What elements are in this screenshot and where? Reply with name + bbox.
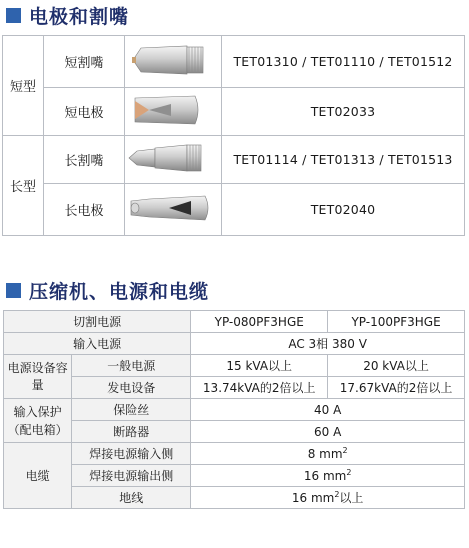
input-power-label: 输入电源 (4, 333, 191, 355)
protection-group-line1: 输入保护 (13, 404, 62, 419)
breaker-label: 断路器 (72, 421, 191, 443)
table-row (4, 311, 465, 333)
protection-group-line2: （配电箱） (7, 422, 68, 437)
table-row (4, 399, 465, 421)
group-long: 长型 (3, 136, 44, 236)
breaker-value: 60 A (191, 421, 465, 443)
ground-size: 16 mm (291, 491, 335, 505)
short-electrode-icon (125, 88, 222, 136)
generator-model-2: 17.67kVA的2倍以上 (328, 377, 465, 399)
section-title-compressor-power-cable (6, 277, 209, 304)
fuse-label: 保险丝 (72, 399, 191, 421)
section-title-electrodes-nozzles (6, 2, 129, 29)
part-name: 短割嘴 (44, 36, 125, 88)
input-side-sup: 2 (342, 446, 348, 455)
general-power-label: 一般电源 (72, 355, 191, 377)
part-name: 长割嘴 (44, 136, 125, 184)
ground-label: 地线 (72, 487, 191, 509)
output-side-value (191, 465, 465, 487)
header-label: 切割电源 (4, 311, 191, 333)
table-row (4, 421, 465, 443)
group-short: 短型 (3, 36, 44, 136)
part-numbers: TET01114 / TET01313 / TET01513 (222, 136, 465, 184)
ground-sup: 2 (334, 490, 340, 499)
table-row (3, 36, 465, 88)
table-row (4, 377, 465, 399)
header-model-1: YP-080PF3HGE (191, 311, 328, 333)
table-row (3, 136, 465, 184)
ground-value (191, 487, 465, 509)
long-nozzle-icon (125, 136, 222, 184)
ground-suffix: 以上 (339, 491, 364, 505)
cable-group: 电缆 (4, 443, 72, 509)
capacity-group: 电源设备容量 (4, 355, 72, 399)
section-title-text: 压缩机、电源和电缆 (29, 281, 210, 303)
table-row (4, 333, 465, 355)
consumables-table (2, 35, 465, 236)
header-model-2: YP-100PF3HGE (328, 311, 465, 333)
fuse-value: 40 A (191, 399, 465, 421)
part-name: 短电极 (44, 88, 125, 136)
input-side-label: 焊接电源输入侧 (72, 443, 191, 465)
general-power-model-2: 20 kVA以上 (328, 355, 465, 377)
part-numbers: TET02033 (222, 88, 465, 136)
generator-label: 发电设备 (72, 377, 191, 399)
table-row (4, 443, 465, 465)
table-row (4, 355, 465, 377)
part-name: 长电极 (44, 184, 125, 236)
part-numbers: TET01310 / TET01110 / TET01512 (222, 36, 465, 88)
long-electrode-icon (125, 184, 222, 236)
output-side-size: 16 mm (303, 469, 347, 483)
section-title-text: 电极和割嘴 (29, 6, 130, 28)
table-row (3, 184, 465, 236)
table-row (4, 465, 465, 487)
power-spec-table (3, 310, 465, 509)
input-side-size: 8 mm (307, 447, 343, 461)
section-square-icon (6, 283, 21, 298)
table-row (3, 88, 465, 136)
table-row (4, 487, 465, 509)
general-power-model-1: 15 kVA以上 (191, 355, 328, 377)
short-nozzle-icon (125, 36, 222, 88)
input-power-value: AC 3相 380 V (191, 333, 465, 355)
output-side-sup: 2 (346, 468, 352, 477)
section-square-icon (6, 8, 21, 23)
output-side-label: 焊接电源输出侧 (72, 465, 191, 487)
input-side-value (191, 443, 465, 465)
generator-model-1: 13.74kVA的2倍以上 (191, 377, 328, 399)
part-numbers: TET02040 (222, 184, 465, 236)
protection-group (4, 399, 72, 443)
